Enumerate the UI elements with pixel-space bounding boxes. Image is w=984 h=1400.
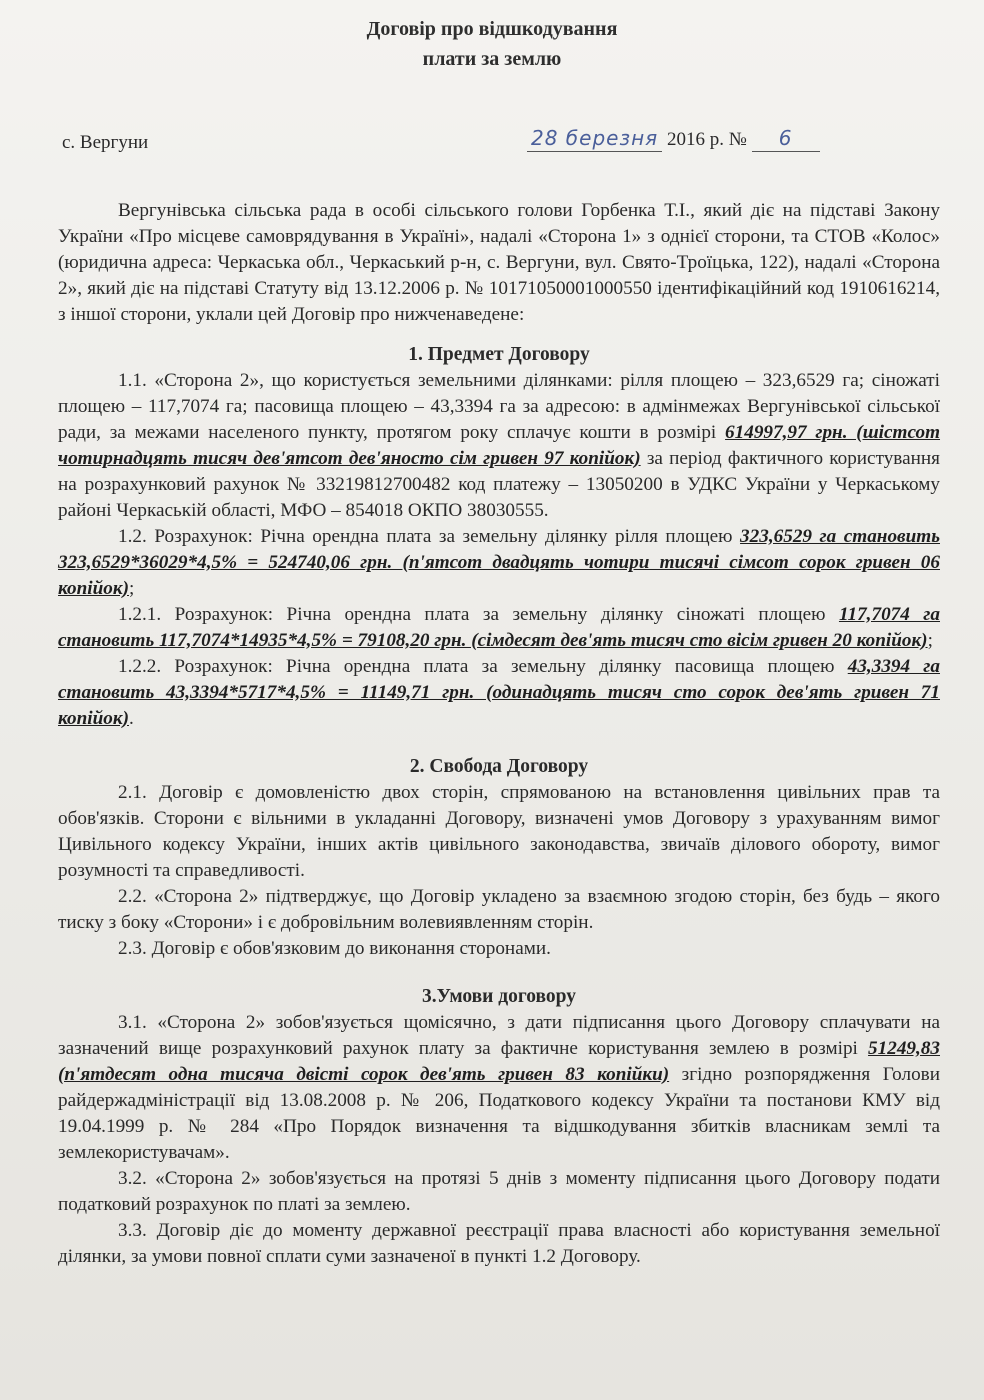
document-subtitle: плати за землю <box>422 48 562 70</box>
clause-1-2-calculation: 323,6529 га становить 323,6529*36029*4,5% = 524740,06 грн. (п'ятсот двадцять чотири тисячі сімсот сорок гривен 06 копійок) <box>58 526 940 599</box>
clause-1-2-2-calculation: 43,3394 га становить 43,3394*5717*4,5% = 11149,71 грн. (одинадцять тисяч сто сорок дев'ять гривен 71 копійок) <box>58 656 940 729</box>
handwritten-number: 6 <box>778 126 793 150</box>
clause-3-2: 3.2. «Сторона 2» зобов'язується на протязі 5 днів з моменту підписання цього Договору подати податковий розрахунок по платі за землею. <box>58 1168 940 1215</box>
clause-3-1-text-end: згідно розпорядження Голови райдержадміністрації від 13.08.2008 р. № 206, Податкового кодексу України та постанови КМУ від 19.04.1999 р. № 284 «Про Порядок визначення та відшкодування збитків власникам землі та землекористувачам». <box>58 1064 940 1163</box>
clause-1-2-text: 1.2. Розрахунок: Річна орендна плата за земельну ділянку рілля площею <box>118 526 741 547</box>
clause-1-2-1-text: 1.2.1. Розрахунок: Річна орендна плата за земельну ділянку сіножаті площею <box>118 604 839 625</box>
clause-3-3: 3.3. Договір діє до моменту державної реєстрації права власності або користування земельної ділянки, за умови повної сплати суми зазначеної в пункті 1.2 Договору. <box>58 1220 940 1267</box>
section-2-heading: 2. Свобода Договору <box>409 756 589 777</box>
clause-1-2-1 <box>58 602 940 654</box>
clause-2-1: 2.1. Договір є домовленістю двох сторін, спрямованою на встановлення цивільних прав та обов'язків. Сторони є вільними в укладанні Договору, визначені умов Договору з урахуванням вимог Цивільного кодексу України, інших актів цивільного законодавства, звичаїв ділового обороту, вимог розумності та справедливості. <box>58 782 940 881</box>
clause-3-1-text: 3.1. «Сторона 2» зобов'язується щомісячно, з дати підписання цього Договору сплачувати на зазначений вище розрахунковий рахунок плату за фактичне користування землею в розмірі <box>58 1012 940 1059</box>
clause-1-1-text-end: за період фактичного користування на розрахунковий рахунок № 33219812700482 код платежу – 13050200 в УДКС України у Черкаському районі Черкаській області, МФО – 854018 ОКПО 38030555. <box>58 448 940 521</box>
clause-2-3: 2.3. Договір є обов'язковим до виконання сторонами. <box>118 938 551 959</box>
clause-1-1-text: 1.1. «Сторона 2», що користується земельними ділянками: рілля площею – 323,6529 га; сіножаті площею – 117,7074 га; пасовища площею – 43,3394 га за адресою: в адмінмежах Вергунівської сільської ради, за межами населеного пункту, протягом року сплачує кошти в розмірі <box>58 370 940 443</box>
document-body <box>58 198 940 1270</box>
date-line <box>527 126 857 156</box>
intro-paragraph: Вергунівська сільська рада в особі сільського голови Горбенка Т.І., який діє на підставі Закону України «Про місцеве самоврядування в Україні», надалі «Сторона 1» з однієї сторони, та СТОВ «Колос» (юридична адреса: Черкаська обл., Черкаський р-н, с. Вергуни, вул. Свято-Троїцька, 122), надалі «Сторона 2», який діє на підставі Статуту від 13.12.2006 р. № 10171050001000550 ідентифікаційний код 1910616214, з іншої сторони, уклали цей Договір про нижченаведене: <box>58 200 940 325</box>
clause-3-1-amount: 51249,83 (п'ятдесят одна тисяча двісті сорок дев'ять гривен 83 копійки) <box>58 1038 940 1085</box>
clause-3-1 <box>58 1010 940 1166</box>
place-of-signing: с. Вергуни <box>62 132 149 153</box>
clause-1-2-2 <box>58 654 940 732</box>
document-title: Договір про відшкодування <box>366 18 618 40</box>
section-3-heading: 3.Умови договору <box>421 986 576 1007</box>
clause-1-2-1-calculation: 117,7074 га становить 117,7074*14935*4,5% = 79108,20 грн. (сімдесят дев'ять тисяч сто вісім гривен 20 копійок) <box>58 604 940 651</box>
section-1-heading: 1. Предмет Договору <box>408 344 590 365</box>
clause-1-2-2-text-end: . <box>128 708 134 729</box>
clause-2-2: 2.2. «Сторона 2» підтверджує, що Договір укладено за взаємною згодою сторін, без будь – якого тиску з боку «Сторони» і є добровільним волевиявленням сторін. <box>58 886 940 933</box>
clause-1-2-text-end: ; <box>128 578 135 599</box>
clause-1-2-1-text-end: ; <box>927 630 933 651</box>
date-year: 2016 р. № <box>666 129 747 150</box>
clause-1-1-amount: 614997,97 грн. (шістсот чотирнадцять тисяч дев'ятсот дев'яносто сім гривен 97 копійок) <box>58 422 941 469</box>
clause-1-2 <box>58 524 940 602</box>
handwritten-date: 28 березня <box>531 126 659 150</box>
clause-1-1 <box>58 368 940 524</box>
clause-1-2-2-text: 1.2.2. Розрахунок: Річна орендна плата за земельну ділянку пасовища площею <box>118 656 848 677</box>
